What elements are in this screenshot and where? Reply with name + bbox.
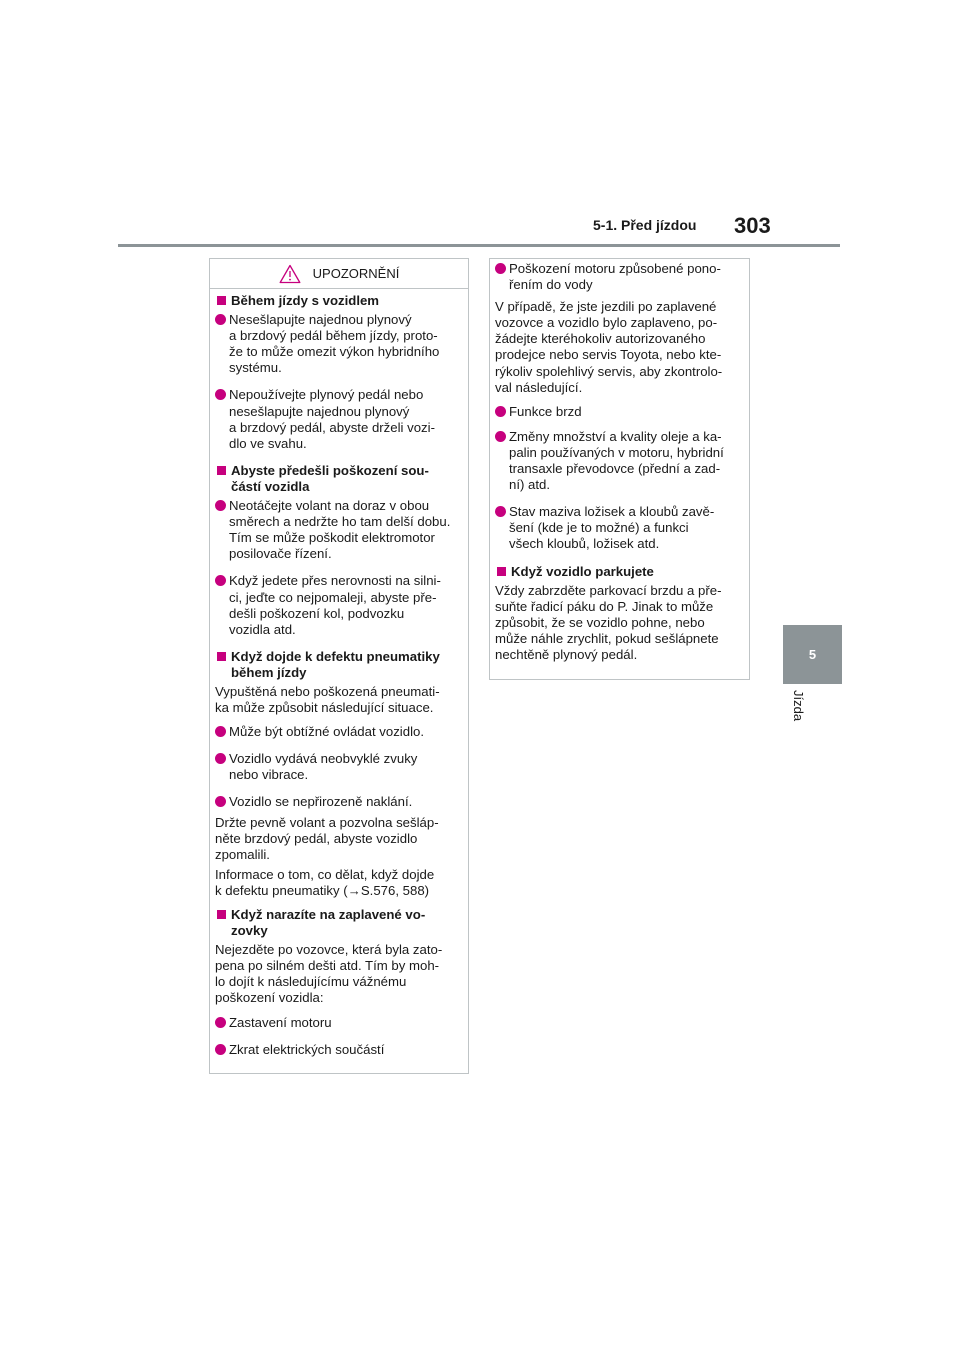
circle-bullet-icon <box>215 1017 226 1028</box>
list-item <box>215 794 463 810</box>
section-heading <box>215 907 463 939</box>
circle-bullet-icon <box>215 1044 226 1055</box>
heading-text: Abyste předešli poškození sou- částí vozidla <box>231 462 429 494</box>
warning-content-left <box>210 289 468 1058</box>
header-divider <box>118 244 840 247</box>
warning-header <box>210 259 468 289</box>
list-item-text: Může být obtížné ovládat vozidlo. <box>229 724 424 740</box>
paragraph: Nejezděte po vozovce, která byla zato- pena po silném dešti atd. Tím by moh- lo dojít k následujícímu vážnému poškození vozidla: <box>215 942 443 1006</box>
circle-bullet-icon <box>215 389 226 400</box>
list-item-text: Nesešlapujte najednou plynový a brzdový pedál během jízdy, proto- že to může omezit výkon hybridního systému. <box>229 312 440 376</box>
list-item-text: Vozidlo se nepřirozeně naklání. <box>229 794 413 810</box>
section-heading <box>215 649 463 681</box>
list-item <box>495 504 744 552</box>
paragraph: Držte pevně volant a pozvolna sešláp- něte brzdový pedál, abyste vozidlo zpomalili. <box>215 814 439 862</box>
list-item <box>215 573 463 637</box>
circle-bullet-icon <box>495 406 506 417</box>
circle-bullet-icon <box>495 506 506 517</box>
paragraph: Vypuštěná nebo poškozená pneumati- ka může způsobit následující situace. <box>215 683 440 716</box>
list-item-text: Zastavení motoru <box>229 1014 332 1030</box>
circle-bullet-icon <box>215 796 226 807</box>
square-bullet-icon <box>217 466 226 475</box>
list-item <box>215 312 463 376</box>
circle-bullet-icon <box>215 726 226 737</box>
paragraph: V případě, že jste jezdili po zaplavené vozovce a vozidlo bylo zaplaveno, po- žádejte kteréhokoliv autorizovaného prodejce nebo servis Toyota, nebo kte- rýkoliv spolehlivý servis, aby zkontrolo- val následující. <box>495 299 723 395</box>
circle-bullet-icon <box>495 263 506 274</box>
list-item-text: Stav maziva ložisek a kloubů zavě- šení (kde je to možné) a funkci všech kloubů, ložisek atd. <box>509 504 715 552</box>
paragraph: Informace o tom, co dělat, když dojde k defektu pneumatiky (→S.576, 588) <box>215 866 435 898</box>
list-item <box>495 429 744 493</box>
circle-bullet-icon <box>495 431 506 442</box>
section-heading <box>495 564 744 580</box>
heading-text: Když narazíte na zaplavené vo- zovky <box>231 907 426 939</box>
list-item <box>215 387 463 451</box>
list-item <box>215 751 463 783</box>
list-item <box>495 261 744 293</box>
list-item-text: Když jedete přes nerovnosti na silni- ci, jeďte co nejpomaleji, abyste pře- dešli poškození kol, podvozku vozidla atd. <box>229 573 441 637</box>
list-item <box>215 1015 463 1031</box>
list-item <box>215 498 463 562</box>
warning-box-left <box>209 258 469 1074</box>
square-bullet-icon <box>217 910 226 919</box>
warning-title: UPOZORNĚNÍ <box>312 266 400 281</box>
square-bullet-icon <box>497 567 506 576</box>
section-heading <box>215 293 463 309</box>
heading-text: Během jízdy s vozidlem <box>231 293 380 308</box>
chapter-tab <box>783 625 842 684</box>
square-bullet-icon <box>217 652 226 661</box>
warning-content-right <box>490 259 749 663</box>
circle-bullet-icon <box>215 500 226 511</box>
square-bullet-icon <box>217 296 226 305</box>
paragraph: Vždy zabrzděte parkovací brzdu a pře- suňte řadicí páku do P. Jinak to může způsobit, že se vozidlo pohne, nebo může náhle zrychlit, pokud sešlápnete nechtěně plynový pedál. <box>495 582 722 662</box>
list-item-text: Vozidlo vydává neobvyklé zvuky nebo vibrace. <box>229 751 418 783</box>
list-item-text: Nepoužívejte plynový pedál nebo nesešlapujte najednou plynový a brzdový pedál, abyste drželi vozi- dlo ve svahu. <box>229 387 435 451</box>
circle-bullet-icon <box>215 314 226 325</box>
section-heading <box>215 463 463 495</box>
list-item-text: Funkce brzd <box>509 403 582 419</box>
list-item-text: Zkrat elektrických součástí <box>229 1041 385 1057</box>
warning-triangle-icon <box>279 264 301 284</box>
list-item <box>215 724 463 740</box>
chapter-number: 5 <box>808 647 817 662</box>
list-item-text: Neotáčejte volant na doraz v obou směrech a nedržte ho tam delší dobu. Tím se může poškodit elektromotor posilovače řízení. <box>229 498 451 562</box>
page-number: 303 <box>734 213 771 238</box>
section-title: 5-1. Před jízdou <box>593 217 697 233</box>
warning-box-right <box>489 258 750 680</box>
chapter-label: Jízda <box>791 690 806 722</box>
circle-bullet-icon <box>215 575 226 586</box>
list-item-text: Změny množství a kvality oleje a ka- palin používaných v motoru, hybridní transaxle převodovce (přední a zad- ní) atd. <box>509 428 724 493</box>
circle-bullet-icon <box>215 753 226 764</box>
list-item-text: Poškození motoru způsobené pono- řením do vody <box>509 261 721 293</box>
heading-text: Když vozidlo parkujete <box>511 563 654 579</box>
list-item <box>495 404 744 420</box>
heading-text: Když dojde k defektu pneumatiky během jízdy <box>231 648 440 680</box>
list-item <box>215 1042 463 1058</box>
